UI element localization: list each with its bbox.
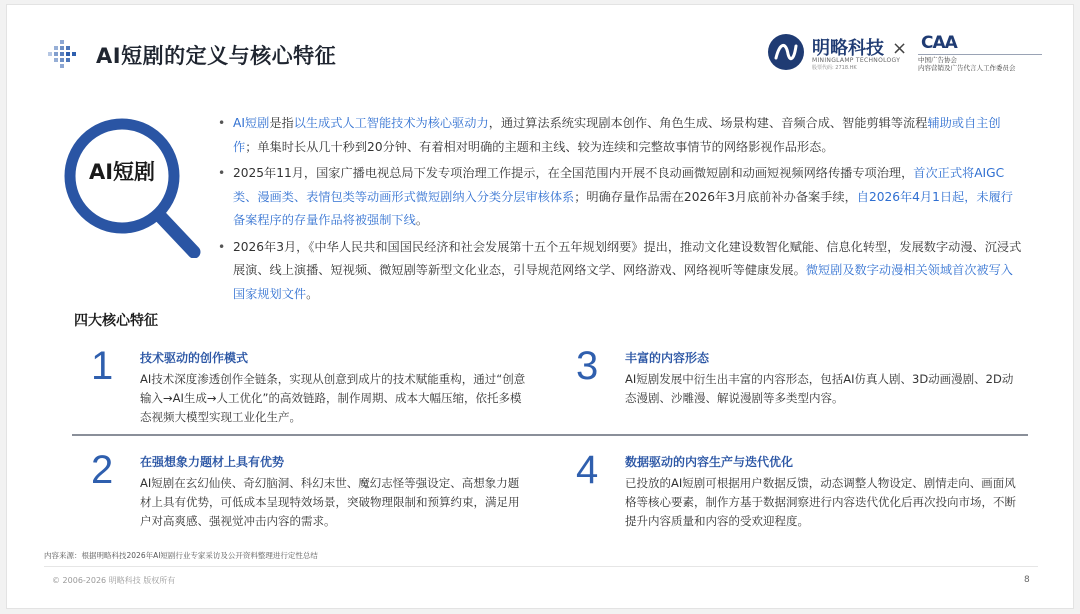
bullet-text: ；单集时长从几十秒到20分钟、有着相对明确的主题和主线、较为连续和完整故事情节的网络影视作品形态。 [245,139,834,154]
highlight-text: 首次正式将AIGC类、漫画类、表情包类等动画形式微短剧纳入分类分层审核体系 [233,166,1005,204]
bullet-item [218,236,1024,307]
feature-title: 技术驱动的创作模式 [140,351,249,365]
caa-logo-line2: 内容营销及广告代言人工作委员会 [918,64,1016,72]
feature-number: 1 [91,344,114,388]
feature-number: 4 [576,448,599,492]
highlight-text: 自2026年4月1日起，未履行备案程序的存量作品将被强制下线 [233,189,1013,227]
feature-title: 在强想象力题材上具有优势 [140,455,285,469]
title-decoration-icon [46,38,82,72]
logo1-subtitle: MININGLAMP TECHNOLOGY [812,57,901,64]
feature-body: AI短剧在玄幻仙侠、奇幻脑洞、科幻末世、魔幻志怪等强设定、高想象力题材上具有优势，可低成本呈现特效场景，突破物理限制和预算约束，满足用户对高爽感、强视觉冲击内容的需求。 [140,476,520,528]
caa-logo-mark: CAA [921,33,957,53]
highlight-text: 微短剧及数字动漫相关领域首次被写入国家规划文件 [233,263,1013,301]
footer-rule [44,566,1038,567]
feature-body: AI短剧发展中衍生出丰富的内容形态，包括AI仿真人剧、3D动画漫剧、2D动态漫剧、沙雕漫、解说漫剧等多类型内容。 [625,372,1014,405]
feature-body: 已投放的AI短剧可根据用户数据反馈，动态调整人物设定、剧情走向、画面风格等核心要素，制作方基于数据洞察进行内容迭代优化后再次投向市场，不断提升内容质量和内容的受欢迎程度。 [625,476,1016,528]
page-number: 8 [1024,575,1030,585]
logo-separator: × [892,38,908,59]
bullet-item [218,162,1024,233]
highlight-text: 辅助或自主创作 [233,116,1001,154]
copyright: © 2006-2026 明略科技 版权所有 [52,576,176,585]
content-source: 内容来源：根据明略科技2026年AI短剧行业专家采访及公开资料整理进行定性总结 [44,551,318,560]
magnifier-icon [62,118,202,258]
logo1-stock-code: 股票代码: 2718.HK [812,65,857,71]
feature-title: 丰富的内容形态 [625,351,710,365]
feature-divider [72,434,1028,436]
feature-number: 2 [91,448,114,492]
highlight-text: AI短剧 [233,116,270,130]
bullet-text: 是指 [269,116,294,130]
bullet-text: 。 [306,286,319,301]
bullet-text: 2025年11月，国家广播电视总局下发专项治理工作提示，在全国范围内开展不良动画微短剧和动画短视频网络传播专项治理， [233,166,914,180]
feature-number: 3 [576,344,599,388]
bullet-text: ，通过算法系统实现剧本创作、角色生成、场景构建、音频合成、智能剪辑等流程 [488,116,928,130]
emblem-label: AI短剧 [88,160,156,184]
logo1-name: 明略科技 [812,38,884,59]
section-title: 四大核心特征 [74,313,158,329]
bullet-text: 2026年3月，《中华人民共和国国民经济和社会发展第十五个五年规划纲要》提出，推动文化建设数智化赋能、信息化转型，发展数字动漫、沉浸式展演、线上演播、短视频、微短剧等新型文化业态，引导规范网络文学、网络游戏、网络视听等健康发展。 [233,239,1022,277]
bullet-text: 。 [415,213,428,227]
highlight-text: 以生成式人工智能技术为核心驱动力 [293,116,489,130]
page-title: AI短剧的定义与核心特征 [96,44,337,68]
feature-title: 数据驱动的内容生产与迭代优化 [625,455,794,469]
bullet-item [218,112,1024,159]
definition-bullets [218,112,1024,309]
feature-body: AI技术深度渗透创作全链条，实现从创意到成片的技术赋能重构，通过“创意输入→AI生成→人工优化”的高效链路，制作周期、成本大幅压缩，依托多模态视频大模型实现工业化生产。 [140,372,526,424]
caa-logo-line1: 中国广告协会 [918,56,957,64]
bullet-text: ；明确存量作品需在2026年3月底前补办备案手续， [574,189,857,204]
